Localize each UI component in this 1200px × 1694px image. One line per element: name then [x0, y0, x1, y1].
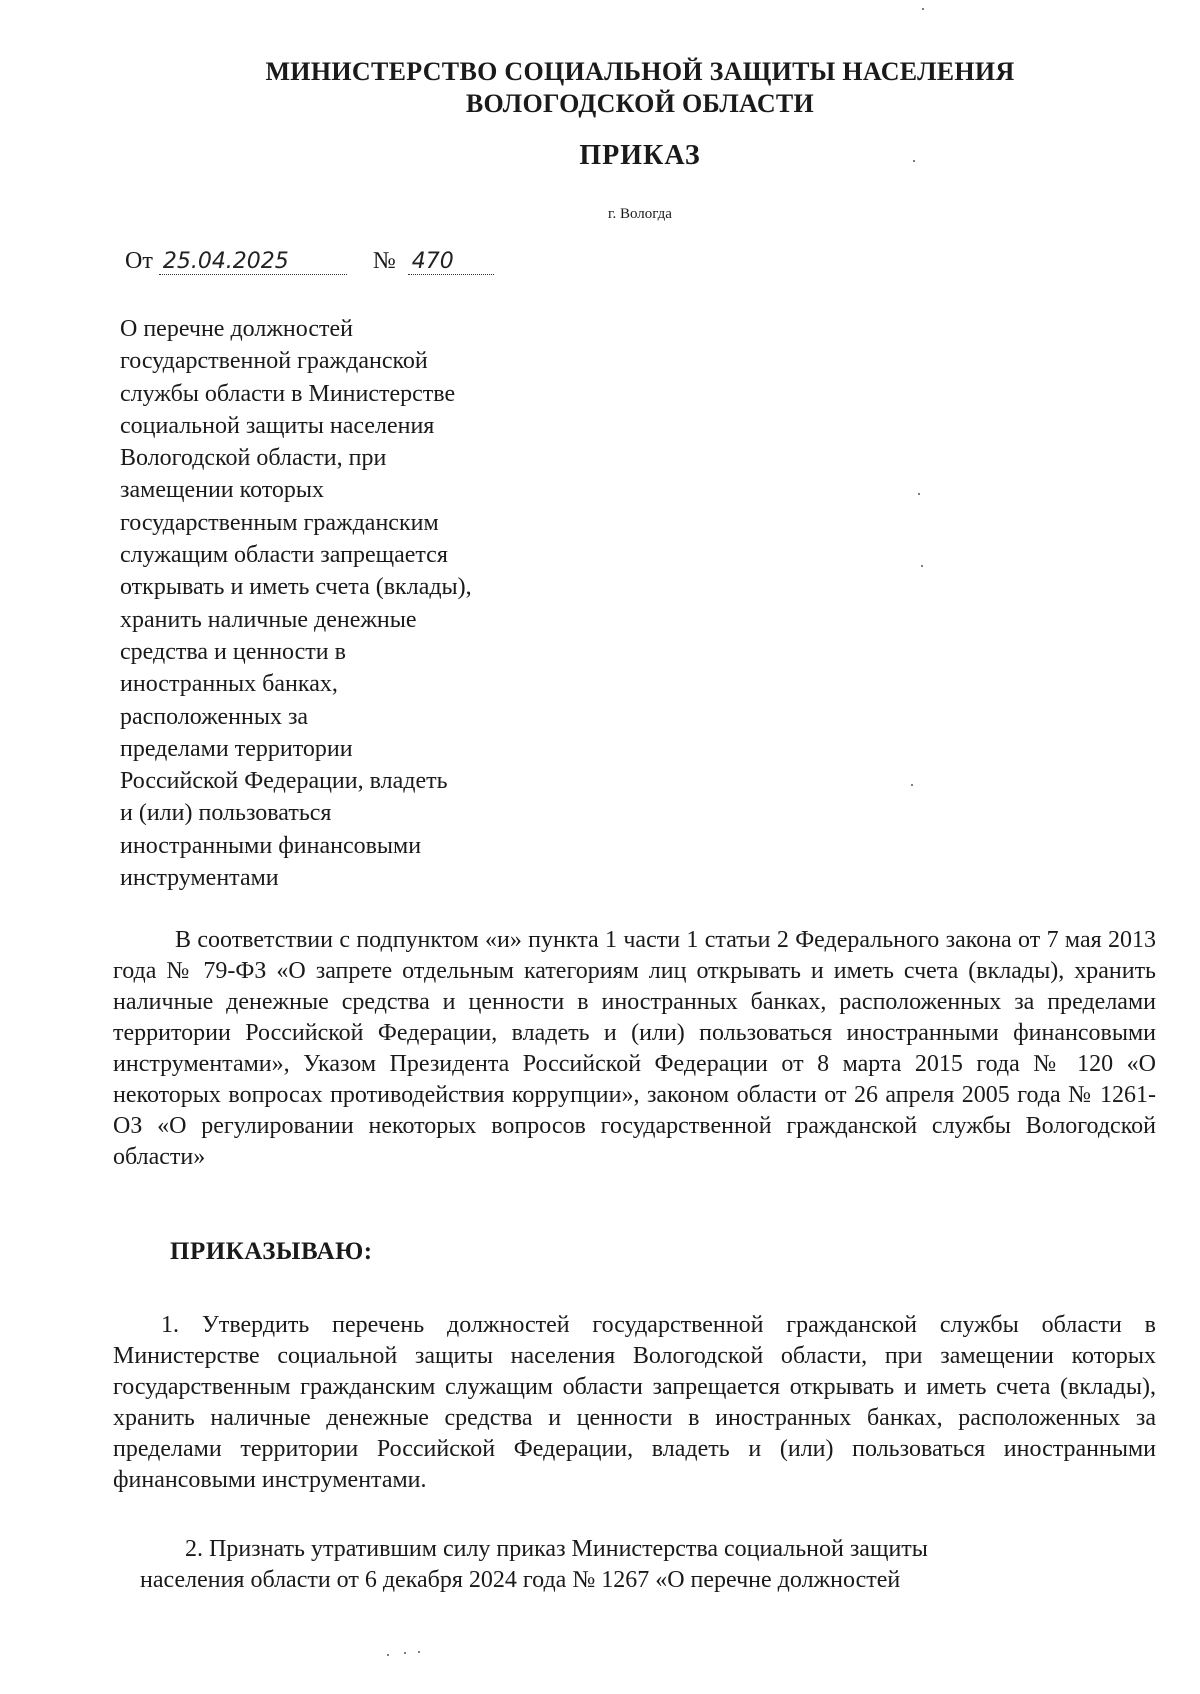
number-label: № [372, 248, 396, 274]
scan-speck [404, 1652, 406, 1654]
title-line: служащим области запрещается [120, 542, 448, 569]
date-number-row [125, 248, 494, 275]
ministry-name-line1: МИНИСТЕРСТВО СОЦИАЛЬНОЙ ЗАЩИТЫ НАСЕЛЕНИЯ [265, 57, 1015, 86]
order-title [120, 313, 540, 894]
title-line: социальной защиты населения [120, 412, 435, 439]
title-line: пределами территории [120, 735, 353, 762]
title-line: государственной гражданской [120, 348, 428, 375]
title-line: открывать и иметь счета (вклады), [120, 574, 472, 601]
scan-speck [913, 160, 915, 162]
order-directive-heading: ПРИКАЗЫВАЮ: [170, 1238, 373, 1265]
scan-speck [918, 493, 920, 495]
scan-speck [387, 1654, 389, 1656]
title-line: Вологодской области, при [120, 445, 387, 472]
title-line: иностранными финансовыми [120, 832, 422, 859]
document-type-heading: ПРИКАЗ [579, 140, 701, 171]
title-line: иностранных банках, [120, 671, 338, 698]
title-line: государственным гражданским [120, 509, 439, 536]
scan-speck [921, 565, 923, 567]
title-line: службы области в Министерстве [120, 380, 456, 407]
order-item-1: 1. Утвердить перечень должностей государственной гражданской службы области в Министерстве социальной защиты населения Вологодской области, при замещении которых государственным гражданским служащим области запрещается открывать и иметь счета (вклады), хранить наличные денежные средства и ценности в иностранных банках, расположенных за пределами территории Российской Федерации, владеть и (или) пользоваться иностранными финансовыми инструментами. [113, 1312, 1156, 1493]
title-line: средства и ценности в [120, 638, 346, 665]
city-label: г. Вологда [608, 206, 672, 222]
title-line: расположенных за [120, 703, 309, 730]
title-line: хранить наличные денежные [120, 606, 417, 633]
handwritten-date: 25.04.2025 [159, 249, 347, 275]
scan-speck [922, 8, 924, 10]
handwritten-number: 470 [408, 249, 494, 275]
order-item-2-line2: населения области от 6 декабря 2024 года № 1267 «О перечне должностей [140, 1567, 901, 1593]
order-item-2-line1: 2. Признать утратившим силу приказ Министерства социальной защиты [185, 1536, 928, 1562]
title-line: инструментами [120, 865, 279, 892]
scan-speck [418, 1651, 420, 1653]
title-line: и (или) пользоваться [120, 800, 332, 827]
title-line: Российской Федерации, владеть [120, 768, 448, 795]
title-line: О перечне должностей [120, 316, 353, 342]
date-label: От [125, 248, 153, 274]
scan-speck [911, 784, 913, 786]
preamble-paragraph: В соответствии с подпунктом «и» пункта 1 части 1 статьи 2 Федерального закона от 7 мая 2013 года № 79-ФЗ «О запрете отдельным категориям лиц открывать и иметь счета (вклады), хранить наличные денежные средства и ценности в иностранных банках, расположенных за пределами территории Российской Федерации, владеть и (или) пользоваться иностранными финансовыми инструментами», Указом Президента Российской Федерации от 8 марта 2015 года № 120 «О некоторых вопросах противодействия коррупции», законом области от 26 апреля 2005 года № 1261-ОЗ «О регулировании некоторых вопросов государственной гражданской службы Вологодской области» [113, 927, 1156, 1170]
title-line: замещении которых [120, 477, 325, 504]
order-item-2 [140, 1534, 1155, 1596]
ministry-name-line2: ВОЛОГОДСКОЙ ОБЛАСТИ [465, 89, 815, 118]
